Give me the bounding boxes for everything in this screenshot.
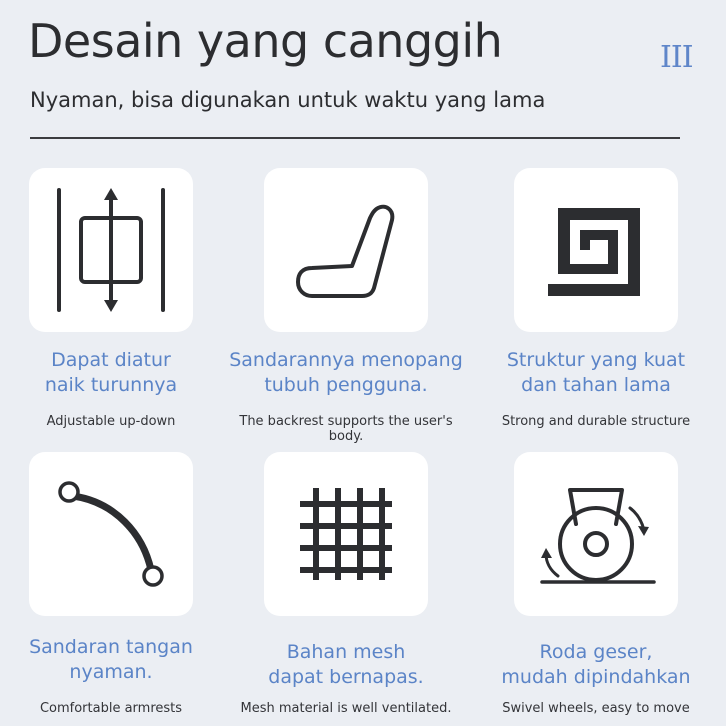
feature-title-adjustable [0,348,231,398]
page-title: Desain yang canggih [28,14,503,68]
title-line: Sandaran tangan [29,636,193,658]
structure-icon [514,168,678,332]
feature-desc-structure: Strong and durable structure [501,414,691,429]
armrest-curve-icon [29,452,193,616]
feature-title-armrest [0,635,231,685]
feature-card-mesh [264,452,428,616]
feature-title-structure [476,348,716,398]
feature-desc-wheel: Swivel wheels, easy to move [502,701,690,716]
page-subtitle: Nyaman, bisa digunakan untuk waktu yang lama [30,88,546,112]
title-line: Bahan mesh [286,641,406,663]
feature-desc-adjustable: Adjustable up-down [46,414,176,429]
swivel-wheel-icon [514,452,678,616]
feature-desc-backrest: The backrest supports the user's body. [239,414,453,444]
title-line: Sandarannya menopang [229,349,463,371]
title-line: Struktur yang kuat [506,349,686,371]
adjust-height-icon [29,168,193,332]
feature-card-backrest [264,168,428,332]
title-line: dapat bernapas. [268,666,424,688]
feature-title-wheel [476,640,716,690]
feature-card-adjustable [29,168,193,332]
title-line: dan tahan lama [521,374,671,396]
divider [30,137,680,139]
title-line: Dapat diatur [51,349,171,371]
feature-card-wheel [514,452,678,616]
feature-card-structure [514,168,678,332]
feature-title-backrest [226,348,466,398]
title-line: tubuh pengguna. [264,374,428,396]
feature-desc-mesh: Mesh material is well ventilated. [240,701,452,716]
mesh-grid-icon [264,452,428,616]
feature-desc-armrest: Comfortable armrests [39,701,183,716]
title-line: naik turunnya [44,374,178,396]
title-line: nyaman. [69,661,153,683]
title-line: mudah dipindahkan [501,666,691,688]
feature-title-mesh [226,640,466,690]
backrest-icon [264,168,428,332]
feature-card-armrest [29,452,193,616]
title-line: Roda geser, [539,641,653,663]
section-number: III [660,40,693,75]
